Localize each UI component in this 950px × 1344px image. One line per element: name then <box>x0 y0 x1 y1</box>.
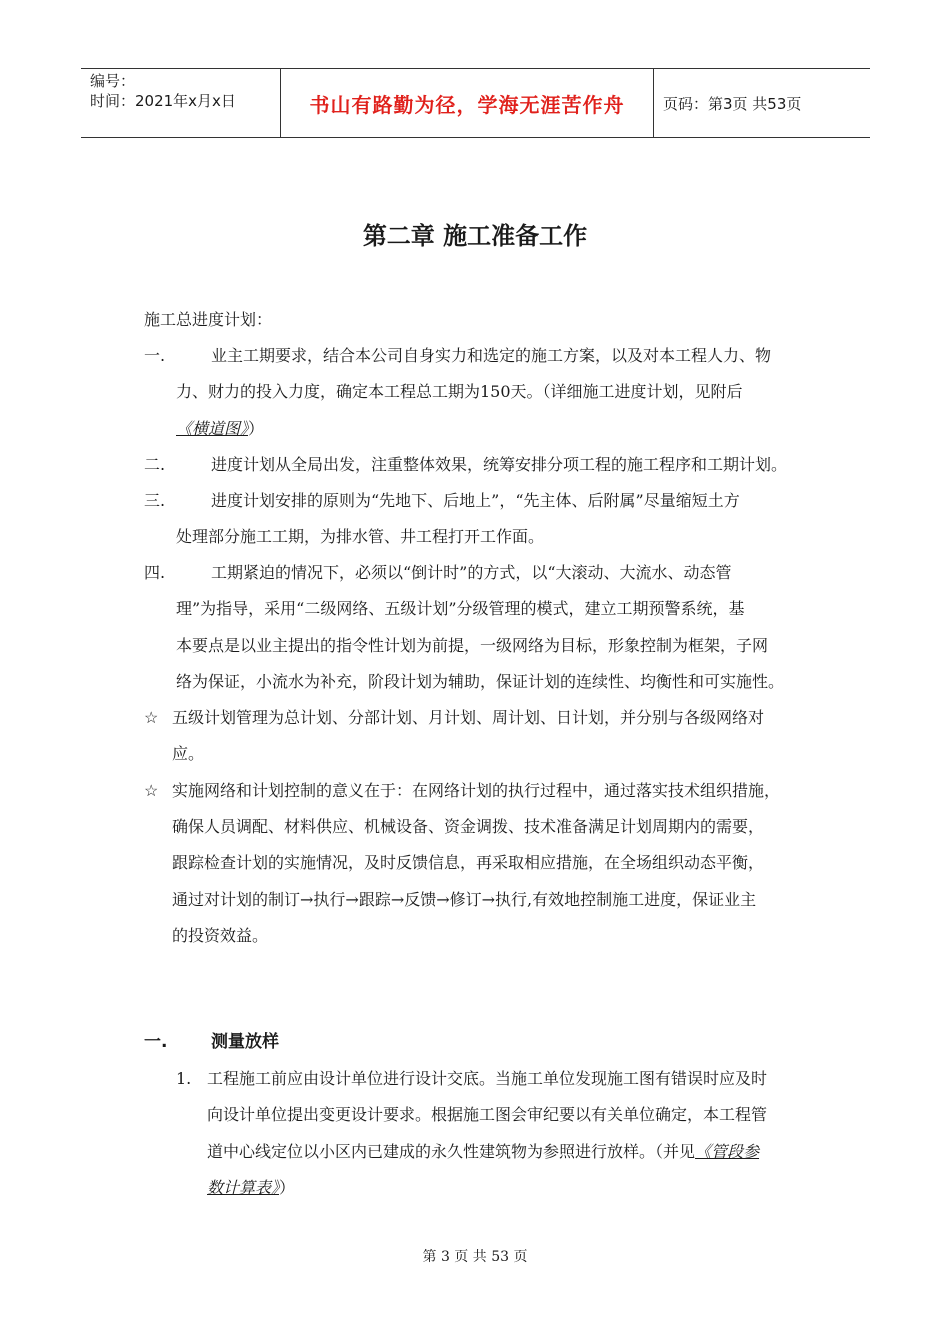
header-meta <box>81 69 281 137</box>
item-text-line <box>176 418 264 440</box>
star-icon: ☆ <box>144 781 159 800</box>
intro-heading: 施工总进度计划： <box>144 310 273 329</box>
item-text: 络为保证，小流水为补充，阶段计划为辅助，保证计划的连续性、均衡性和可实施性。 <box>176 672 785 691</box>
page-header <box>81 68 870 138</box>
item-number: 三. <box>144 491 166 510</box>
item-text: 理”为指导，采用“二级网络、五级计划”分级管理的模式，建立工期预警系统，基 <box>176 599 745 618</box>
chapter-title: 第二章 施工准备工作 <box>362 222 588 250</box>
item-text: 业主工期要求，结合本公司自身实力和选定的施工方案，以及对本工程人力、物 <box>211 346 772 365</box>
section-text: 工程施工前应由设计单位进行设计交底。当施工单位发现施工图有错误时应及时 <box>207 1069 768 1088</box>
item-text: 通过对计划的制订→执行→跟踪→反馈→修订→执行,有效地控制施工进度，保证业主 <box>172 890 757 909</box>
item-text: 五级计划管理为总计划、分部计划、月计划、周计划、日计划，并分别与各级网络对 <box>172 708 765 727</box>
section-title: 测量放样 <box>211 1032 279 1052</box>
section-text-line <box>207 1177 295 1199</box>
section-number: 一. <box>144 1032 168 1052</box>
item-text: 进度计划安排的原则为“先地下、后地上”，“先主体、后附属”尽量缩短土方 <box>211 491 740 510</box>
paragraph-number: 1. <box>176 1069 192 1088</box>
item-text: 的投资效益。 <box>172 926 269 945</box>
item-text: 跟踪检查计划的实施情况，及时反馈信息，再采取相应措施，在全场组织动态平衡， <box>172 853 765 872</box>
pipe-parameter-table-link[interactable]: 数计算表》 <box>207 1178 280 1197</box>
header-page-info <box>654 69 870 137</box>
number-label: 编号： <box>90 72 136 90</box>
item-number: 二. <box>144 455 166 474</box>
motto: 书山有路勤为径，学海无涯苦作舟 <box>309 92 625 117</box>
item-number: 一. <box>144 346 166 365</box>
section-text: 道中心线定位以小区内已建成的永久性建筑物为参照进行放样。（并见 <box>207 1142 696 1161</box>
pipe-parameter-table-link[interactable]: 《管段参 <box>695 1142 760 1161</box>
item-text: 应。 <box>172 744 205 763</box>
item-text: 确保人员调配、材料供应、机械设备、资金调拨、技术准备满足计划周期内的需要， <box>172 817 765 836</box>
item-text: 处理部分施工工期，为排水管、井工程打开工作面。 <box>176 527 545 546</box>
date-label: 时间：2021年x月x日 <box>90 92 236 110</box>
section-text: 向设计单位提出变更设计要求。根据施工图会审纪要以有关单位确定，本工程管 <box>207 1105 768 1124</box>
section-text: ） <box>279 1178 296 1197</box>
item-text: ） <box>248 419 265 438</box>
gantt-chart-link[interactable]: 《横道图》 <box>176 419 249 438</box>
item-text: 本要点是以业主提出的指令性计划为前提，一级网络为目标，形象控制为框架，子网 <box>176 636 769 655</box>
page-footer: 第 3 页 共 53 页 <box>422 1249 528 1265</box>
item-text: 实施网络和计划控制的意义在于：在网络计划的执行过程中，通过落实技术组织措施， <box>172 781 781 800</box>
item-text: 工期紧迫的情况下，必须以“倒计时”的方式，以“大滚动、大流水、动态管 <box>211 563 732 582</box>
item-text: 进度计划从全局出发，注重整体效果，统筹安排分项工程的施工程序和工期计划。 <box>211 455 788 474</box>
item-number: 四. <box>144 563 166 582</box>
item-text: 力、财力的投入力度，确定本工程总工期为150天。（详细施工进度计划，见附后 <box>176 382 743 401</box>
page-info: 页码：第3页 共53页 <box>663 94 802 113</box>
section-text-line <box>207 1141 759 1163</box>
star-icon: ☆ <box>144 708 159 727</box>
header-motto-cell <box>281 69 654 137</box>
